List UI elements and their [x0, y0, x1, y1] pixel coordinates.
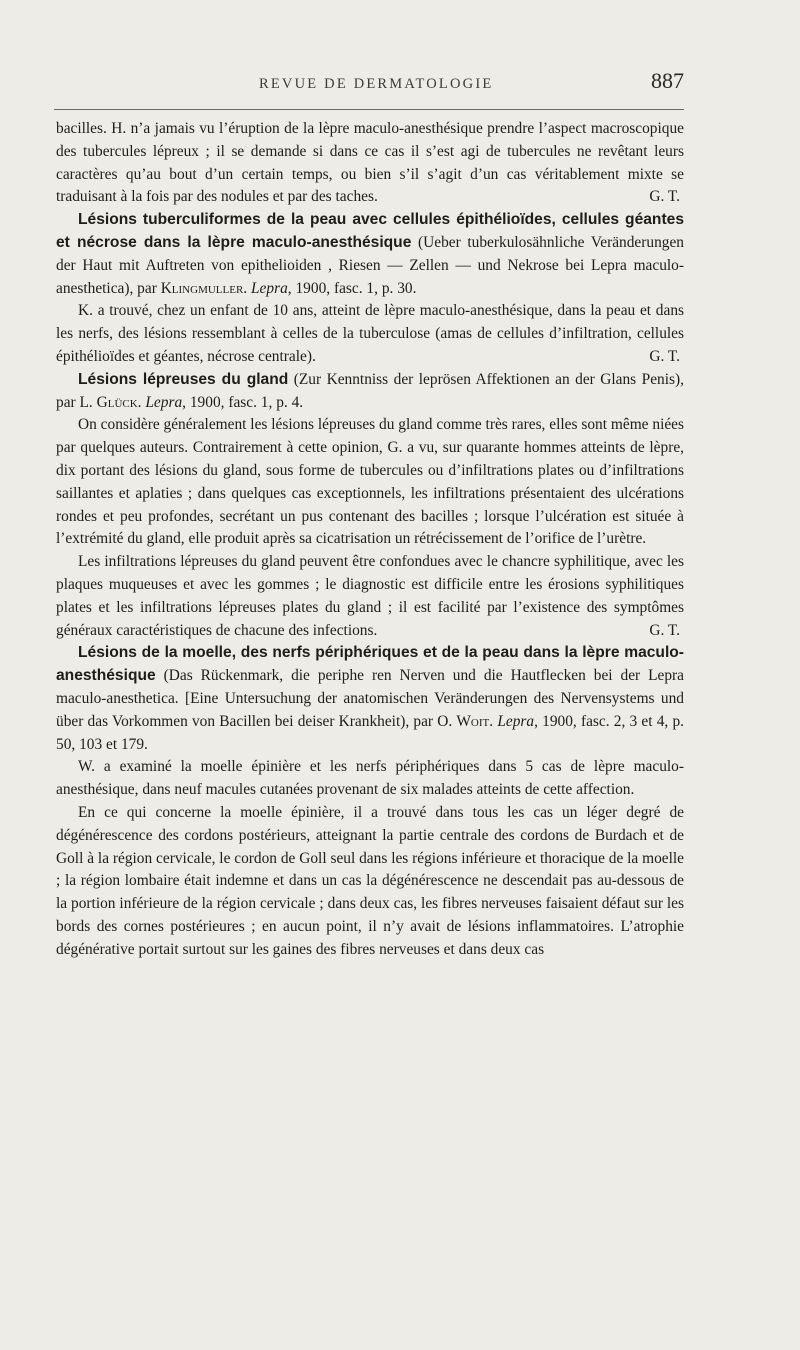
article-body: On considère généralement les lésions lépreuses du gland comme très rares, elles sont même niées par quelques auteurs. Contrairement à cette opinion, G. a vu, sur quarante hommes atteints de lèpre, dix portant des lésions du gland, sous forme de tubercules ou d’infiltrations plates ou d’infiltrations saillantes et aplaties ; dans quelques cas exceptionnels, les infiltrations présentaient des ulcérations rondes et peu profondes, secrétant un pus contenant des bacilles ; lorsque l’ulcération est située à l’extrémité du gland, elle produit après sa cicatrisation un rétrécissement de l’orifice de l’urètre.: [56, 416, 684, 548]
reference-details: , 1900, fasc. 1, p. 4.: [182, 393, 304, 411]
body-text: [56, 118, 684, 961]
article-body: [56, 300, 684, 368]
author-name: Glück: [96, 393, 138, 411]
running-title: REVUE DE DERMATOLOGIE: [259, 76, 494, 92]
article-reference: (Zur Kenntniss der leprösen Affektionen an der Glans Penis), par L.: [56, 370, 684, 411]
header-rule: [54, 109, 684, 110]
reference-details: , 1900, fasc. 1, p. 30.: [287, 279, 417, 297]
article-reference: (Ueber tuberkulosähnliche Veränderungen der Haut mit Auftreten von epithelioiden , Riesen — Zellen — und Nekrose bei Lepra maculo-anesthetica), par: [56, 233, 684, 297]
article-title: Lésions lépreuses du gland: [78, 370, 289, 388]
article-body: En ce qui concerne la moelle épinière, il a trouvé dans tous les cas un léger degré de dégénérescence des cordons postérieurs, atteignant la partie centrale des cordons de Burdach et de Goll à la région cervicale, le cordon de Goll seul dans les régions inférieure et thoracique de la moelle ; la région lombaire était indemne et dans un cas la dégénérescence ne descendait pas au-dessous de la portion inférieure de la région cervicale ; dans deux cas, les fibres nerveuses faisaient défaut sur les bords des cornes postérieures ; en aucun point, il n’y avait de lésions inflammatoires. L’atrophie dégénérative portait surtout sur les gaines des fibres nerveuses et dans deux cas: [56, 803, 684, 958]
article-body: [56, 551, 684, 642]
reference-separator: .: [243, 279, 251, 297]
article-heading: [56, 369, 684, 415]
article-title: Lésions de la moelle, des nerfs périphériques et de la peau dans la lèpre maculo-anesthésique: [56, 644, 684, 685]
article-reference: (Das Rückenmark, die periphe ren Nerven und die Hautflecken bei der Lepra maculo-anesthetica. [Eine Untersuchung der anatomischen Veränderungen des Nervensystems und über das Vorkommen von Bacillen bei deiser Krankheit), par O.: [56, 667, 684, 730]
journal-name: Lepra: [145, 393, 183, 411]
article-body-text: Les infiltrations lépreuses du gland peuvent être confondues avec le chancre syphilitique, avec les plaques muqueuses et avec les gommes ; le diagnostic est difficile entre les érosions syphilitiques plates et les infiltrations lépreuses plates du gland ; il est facilité par l’existence des symptômes généraux caractéristiques de chacune des infections.: [56, 553, 684, 639]
journal-name: Lepra: [497, 712, 535, 730]
reference-separator: .: [489, 712, 498, 730]
article-body-text: K. a trouvé, chez un enfant de 10 ans, atteint de lèpre maculo-anesthésique, dans la peau et dans les nerfs, des lésions ressemblant à celles de la tuberculose (amas de cellules d’infiltration, cellules épithélioïdes et géantes, nécrose centrale).: [56, 302, 684, 365]
article-heading: [56, 642, 684, 756]
continuation-paragraph: [56, 118, 684, 209]
page-header: [54, 68, 684, 98]
article-heading: [56, 209, 684, 300]
article-title: Lésions tuberculiformes de la peau avec cellules épithélioïdes, cellules géantes et nécrose dans la lèpre maculo-anesthésique: [56, 211, 684, 251]
author-name: Klingmuller: [160, 279, 244, 297]
reference-separator: .: [137, 393, 146, 411]
journal-name: Lepra: [251, 279, 288, 297]
signature: G. T.: [649, 621, 680, 639]
signature: G. T.: [649, 188, 680, 206]
article-body: W. a examiné la moelle épinière et les nerfs périphériques dans 5 cas de lèpre maculo-anesthésique, dans neuf macules cutanées provenant de six malades atteints de cette affection.: [56, 758, 684, 799]
reference-details: , 1900, fasc. 2, 3 et 4, p. 50, 103 et 179.: [56, 712, 684, 753]
page-number: 887: [651, 68, 684, 93]
signature: G. T.: [649, 347, 680, 365]
continuation-text: bacilles. H. n’a jamais vu l’éruption de la lèpre maculo-anesthésique prendre l’aspect macroscopique des tubercules lépreux ; il se demande si dans ce cas il s’est agi de tubercules ne revêtant leurs caractères qu’au bout d’un certain temps, ou bien s’il s’agit d’un cas véritablement mixte se traduisant à la fois par des nodules et par des taches.: [56, 120, 684, 206]
author-name: Woit: [456, 712, 490, 730]
